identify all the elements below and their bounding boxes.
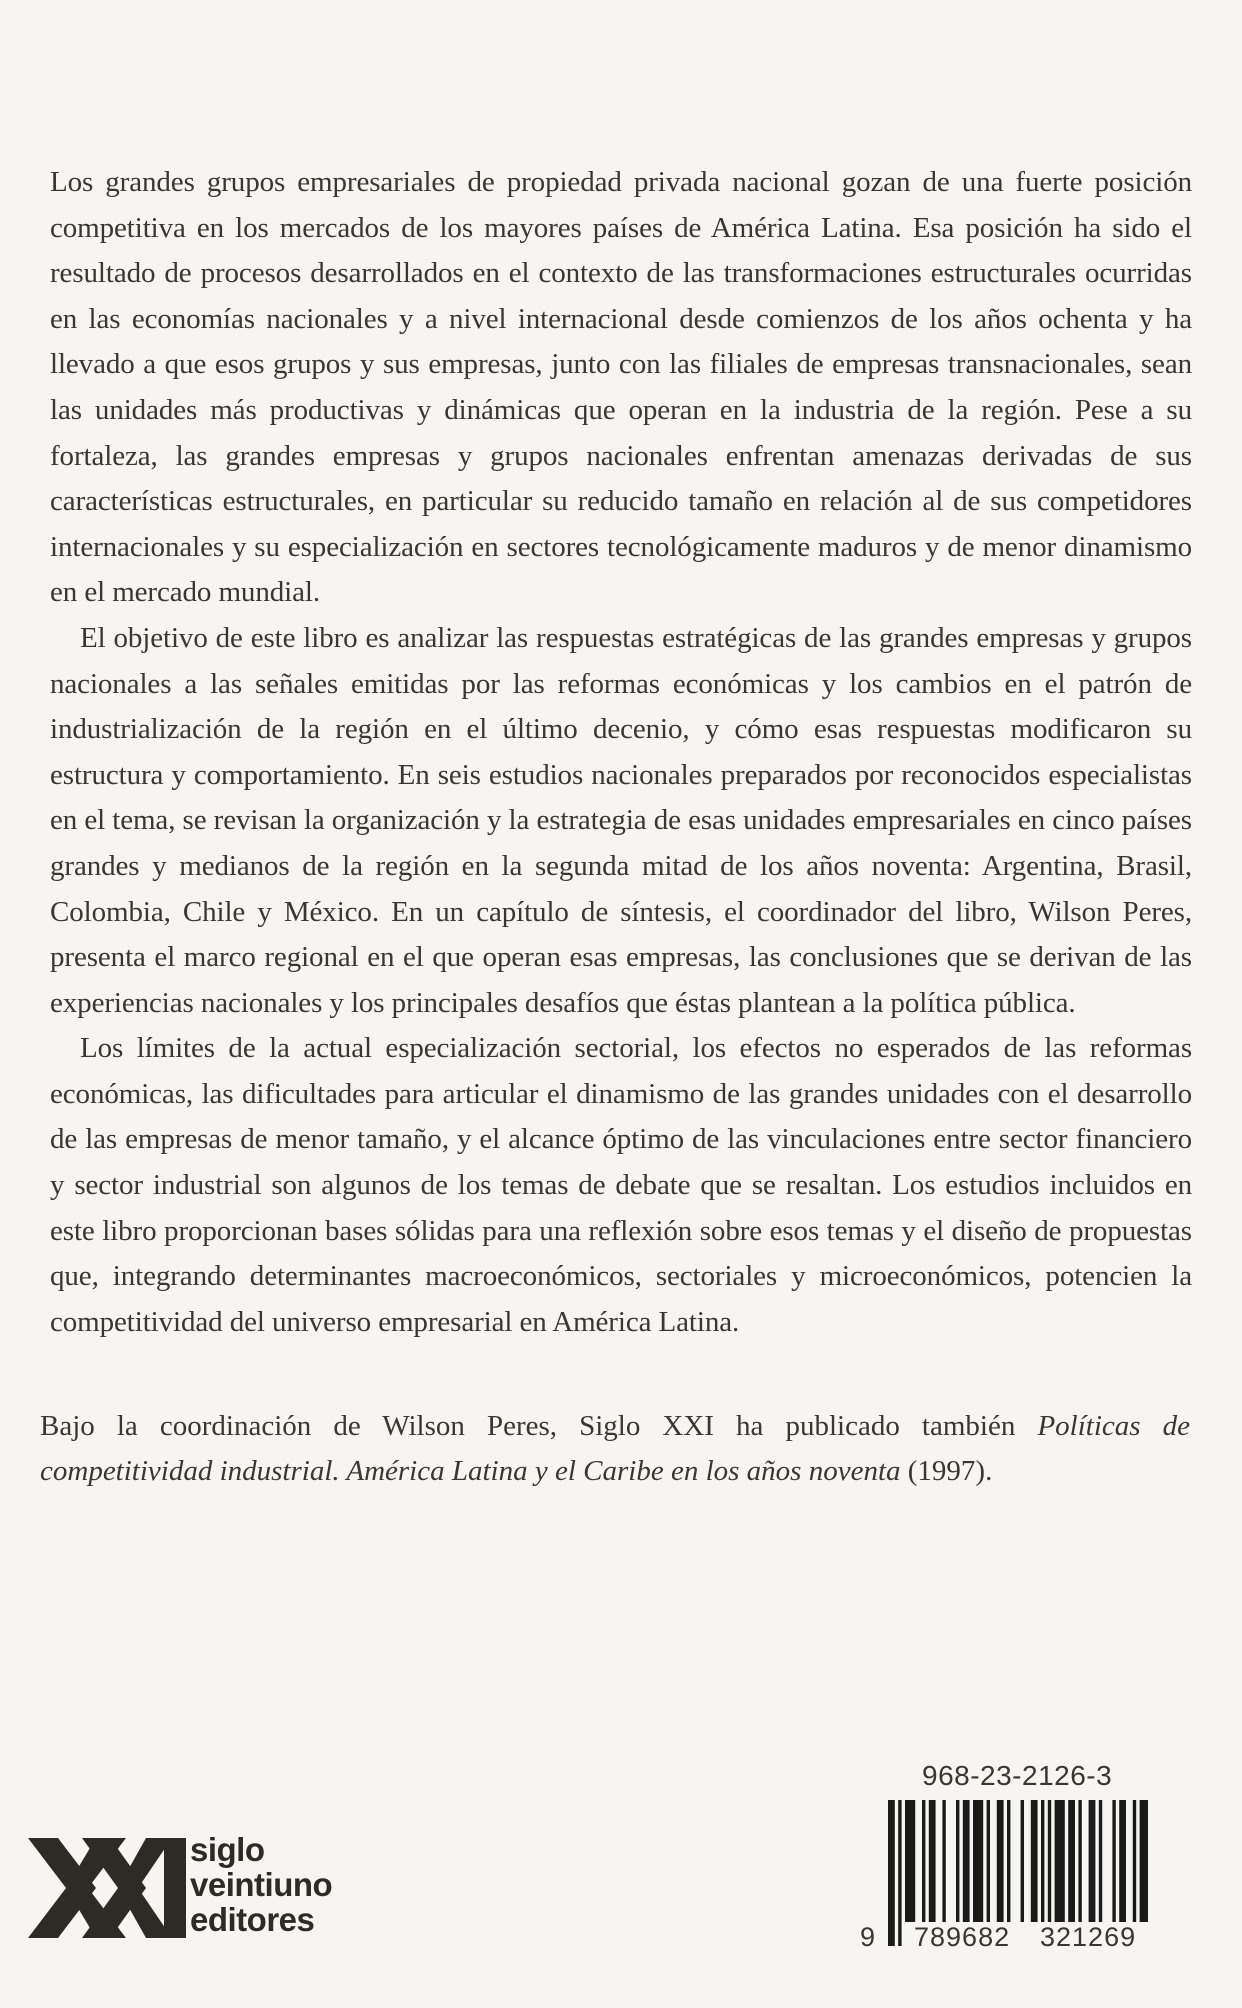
- publisher-line-1: siglo: [190, 1831, 265, 1868]
- barcode-bar: [1112, 1800, 1115, 1922]
- barcode-bar: [898, 1800, 901, 1946]
- barcode-bar: [1119, 1800, 1126, 1922]
- barcode-bar: [1007, 1800, 1010, 1922]
- publisher-logo: [26, 1831, 356, 1940]
- barcode-bar: [942, 1800, 945, 1922]
- xxi-logo-icon: [26, 1836, 192, 1940]
- barcode-bar: [997, 1800, 1004, 1922]
- barcode-bar: [1078, 1800, 1081, 1922]
- barcode-bar: [922, 1800, 925, 1922]
- paragraph-2: El objetivo de este libro es analizar las respuestas estratégicas de las grandes empresas y grupos nacionales a las señales emitidas por las reformas económicas y los cambios en el patrón de industrialización de la región en el último decenio, y cómo esas respuestas modificaron su estructura y comportamiento. En seis estudios nacionales preparados por reconocidos especialistas en el tema, se revisan la organización y la estrategia de esas unidades empresariales en cinco países grandes y medianos de la región en la segunda mitad de los años noventa: Argentina, Brasil, Colombia, Chile y México. En un capítulo de síntesis, el coordinador del libro, Wilson Peres, presenta el marco regional en el que operan esas empresas, las conclusiones que se derivan de las experiencias nacionales y los principales desafíos que éstas plantean a la política pública.: [50, 621, 1192, 1019]
- barcode-bar: [963, 1800, 970, 1922]
- barcode-bar: [1041, 1800, 1044, 1922]
- note-suffix: (1997).: [900, 1455, 993, 1487]
- barcode-right-digits: 321269: [1040, 1922, 1137, 1952]
- barcode-lead-digit: 9: [860, 1922, 877, 1952]
- barcode-bar: [1021, 1800, 1024, 1922]
- publisher-name: [190, 1832, 332, 1937]
- isbn-number: 968-23-2126-3: [922, 1760, 1113, 1791]
- barcode-bar: [905, 1800, 915, 1922]
- publisher-line-3: editores: [190, 1901, 315, 1938]
- barcode-bar: [929, 1800, 936, 1922]
- barcode-bar: [1140, 1800, 1148, 1922]
- barcode-bar: [987, 1800, 990, 1922]
- barcode-bar: [1089, 1800, 1096, 1922]
- note-book-title: Políticas de competitividad industrial. América Latina y el Caribe en los años noventa: [40, 1410, 1190, 1487]
- barcode-bar: [956, 1800, 959, 1922]
- barcode-bar: [1099, 1800, 1102, 1922]
- paragraph-3: Los límites de la actual especialización sectorial, los efectos no esperados de las reformas económicas, las dificultades para articular el dinamismo de las grandes unidades con el desarrollo de las empresas de menor tamaño, y el alcance óptimo de las vinculaciones entre sector financiero y sector industrial son algunos de los temas de debate que se resaltan. Los estudios incluidos en este libro proporcionan bases sólidas para una reflexión sobre esos temas y el diseño de propuestas que, integrando determinantes macroeconómicos, sectoriales y microeconómicos, potencien la competitividad del universo empresarial en América Latina.: [50, 1032, 1192, 1338]
- note-text: [40, 1404, 1190, 1494]
- barcode-bar: [973, 1800, 983, 1922]
- barcode-bar: [888, 1800, 895, 1946]
- barcode-bar: [1031, 1800, 1038, 1922]
- note-prefix: Bajo la coordinación de Wilson Peres, Siglo XXI ha publicado también: [40, 1410, 1038, 1442]
- barcode-bar: [1133, 1800, 1136, 1922]
- barcode-left-digits: 789682: [914, 1922, 1011, 1952]
- back-cover-description: [50, 160, 1192, 1345]
- related-publication-note: [40, 1404, 1190, 1494]
- publisher-line-2: veintiuno: [190, 1866, 333, 1903]
- paragraph-1: Los grandes grupos empresariales de propiedad privada nacional gozan de una fuerte posición competitiva en los mercados de los mayores países de América Latina. Esa posición ha sido el resultado de procesos desarrollados en el contexto de las transformaciones estructurales ocurridas en las economías nacionales y a nivel internacional desde comienzos de los años ochenta y ha llevado a que esos grupos y sus empresas, junto con las filiales de empresas transnacionales, sean las unidades más productivas y dinámicas que operan en la industria de la región. Pese a su fortaleza, las grandes empresas y grupos nacionales enfrentan amenazas derivadas de sus características estructurales, en particular su reducido tamaño en relación al de sus competidores internacionales y su especialización en sectores tecnológicamente maduros y de menor dinamismo en el mercado mundial.: [50, 166, 1192, 609]
